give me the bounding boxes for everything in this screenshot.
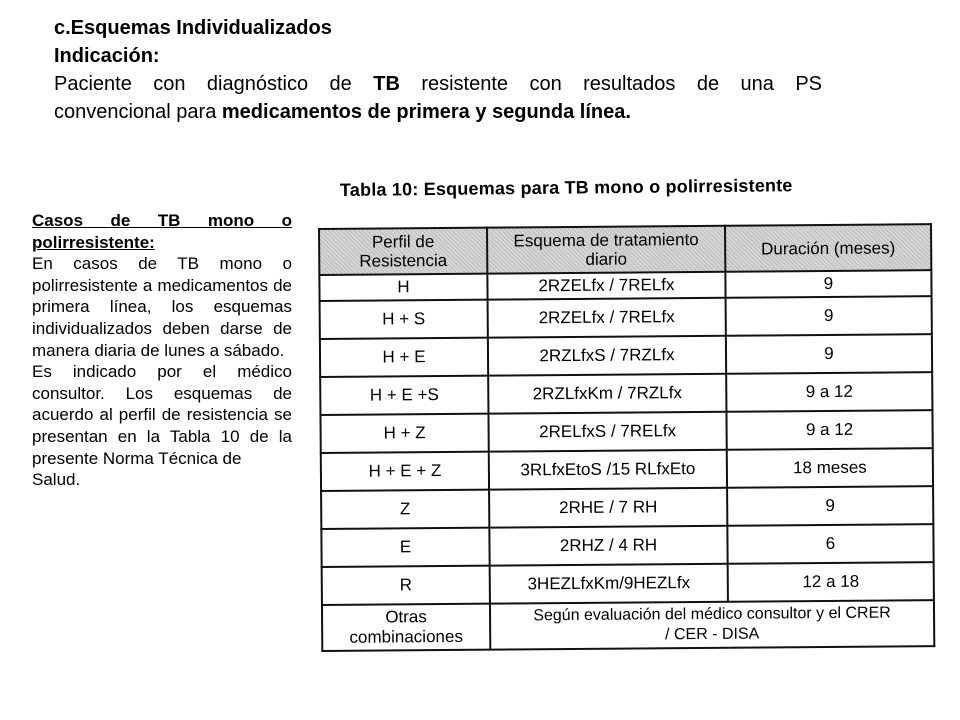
scheme-cell: 3HEZLfxKm/9HEZLfx	[490, 564, 728, 604]
table-row	[321, 486, 933, 529]
table-row	[321, 524, 933, 567]
profile-cell-other: Otras combinaciones	[322, 604, 490, 651]
scheme-cell: 2RHZ / 4 RH	[489, 526, 727, 566]
scheme-cell: 2RELfxS / 7RELfx	[488, 412, 726, 452]
table-title-label: Tabla 10:	[339, 179, 419, 200]
header-scheme: Esquema de tratamiento diario	[487, 226, 725, 274]
indication-paragraph-line2: convencional para medicamentos de primera y segunda línea.	[54, 101, 631, 123]
profile-cell: H + Z	[320, 414, 488, 453]
duration-cell: 9	[725, 270, 931, 298]
mono-poly-heading: Casos de TB mono o polirresistente:	[32, 211, 292, 252]
header-profile: Perfil de Resistencia	[319, 228, 487, 275]
duration-cell: 9 a 12	[726, 410, 932, 450]
table-row-other	[322, 600, 934, 651]
section-title: c.Esquemas Individualizados	[54, 17, 332, 39]
schemes-table	[318, 223, 935, 652]
profile-cell: H + E + Z	[321, 452, 489, 491]
header-block	[54, 14, 822, 126]
profile-cell: H + S	[320, 300, 488, 339]
duration-cell: 18 meses	[727, 448, 933, 488]
scheme-cell: 2RZLfxKm / 7RZLfx	[488, 374, 726, 414]
duration-cell: 9	[726, 334, 932, 374]
profile-cell: Z	[321, 490, 489, 529]
header-duration: Duración (meses)	[725, 224, 931, 272]
table-row	[320, 372, 932, 415]
scheme-cell: 2RZLfxS / 7RZLfx	[488, 336, 726, 376]
table-header-row	[319, 224, 931, 275]
table-row	[322, 562, 934, 605]
table-title-text: Esquemas para TB mono o polirresistente	[418, 175, 793, 200]
table-row	[320, 334, 932, 377]
mono-poly-paragraph-2-end: Salud.	[32, 470, 81, 490]
scheme-cell: 3RLfxEtoS /15 RLfxEto	[489, 450, 727, 490]
table-row	[320, 296, 932, 339]
duration-cell: 12 a 18	[728, 562, 934, 602]
duration-cell: 9	[727, 486, 933, 526]
profile-cell: H + E +S	[320, 376, 488, 415]
mono-poly-paragraph-1: En casos de TB mono o polirresistente a medicamentos de primera línea, los esquemas individualizados deben darse de manera diaria de lunes a sábado.	[32, 254, 292, 360]
profile-cell: H	[319, 274, 487, 301]
indication-paragraph-line1: Paciente con diagnóstico de TB resistente con resultados de una PS	[54, 73, 823, 95]
left-column-text	[32, 210, 292, 491]
table-row	[321, 448, 933, 491]
profile-cell: R	[322, 566, 490, 605]
profile-cell: E	[321, 528, 489, 567]
duration-cell: 9 a 12	[726, 372, 932, 412]
table-title	[340, 175, 793, 201]
indication-label: Indicación:	[54, 45, 160, 67]
mono-poly-paragraph-2: Es indicado por el médico consultor. Los esquemas de acuerdo al perfil de resistencia se presentan en la Tabla 10 de la presente Norma Técnica de	[32, 362, 292, 468]
scheme-cell: 2RZELfx / 7RELfx	[488, 298, 726, 338]
scheme-cell: 2RZELfx / 7RELfx	[487, 272, 725, 300]
duration-cell: 6	[727, 524, 933, 564]
duration-cell: 9	[726, 296, 932, 336]
profile-cell: H + E	[320, 338, 488, 377]
scheme-cell: 2RHE / 7 RH	[489, 488, 727, 528]
merged-evaluation-cell: Según evaluación del médico consultor y el CRER / CER - DISA	[490, 600, 934, 649]
table-row	[320, 410, 932, 453]
